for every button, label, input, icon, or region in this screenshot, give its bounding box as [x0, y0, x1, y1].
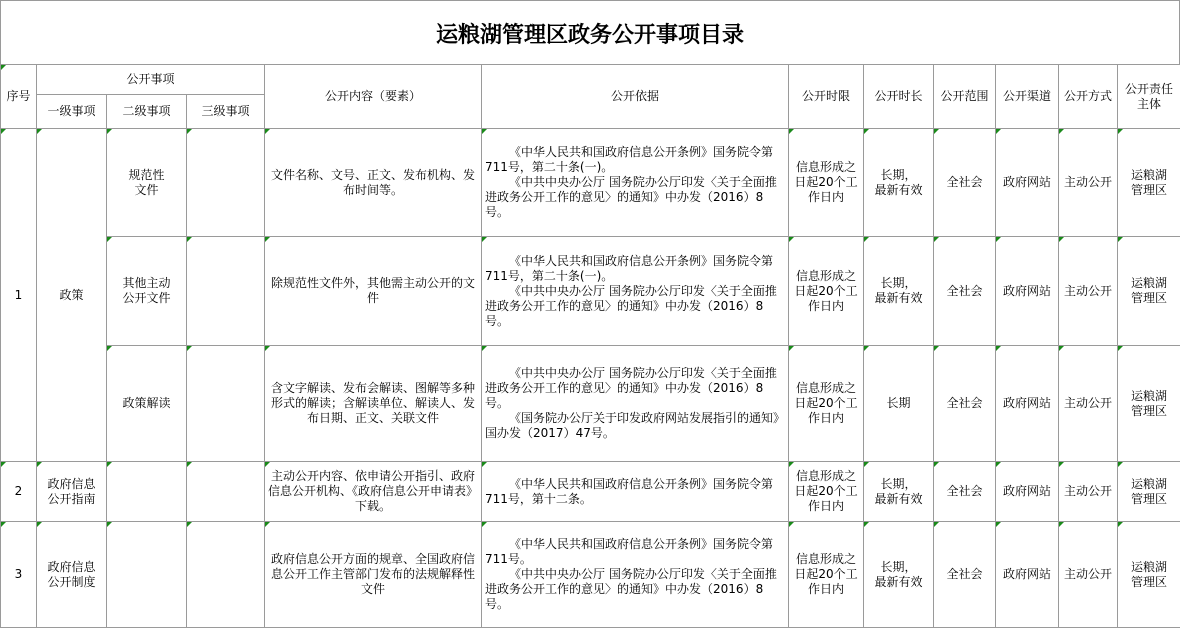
cell-subject: 运粮湖 管理区 — [1118, 462, 1180, 522]
cell-level1: 政府信息 公开制度 — [37, 522, 107, 628]
cell-deadline: 信息形成之日起20个工作日内 — [789, 237, 864, 346]
cell-level3 — [187, 346, 265, 462]
basis-paragraph: 《中华人民共和国政府信息公开条例》国务院令第711号，第二十条(一)。 — [485, 253, 774, 283]
cell-duration: 长期， 最新有效 — [864, 129, 934, 237]
header-method: 公开方式 — [1059, 65, 1118, 129]
cell-level2: 规范性 文件 — [107, 129, 187, 237]
cell-deadline: 信息形成之日起20个工作日内 — [789, 346, 864, 462]
header-content: 公开内容（要素） — [265, 65, 482, 129]
header-seq: 序号 — [1, 65, 37, 129]
table-row — [1, 129, 1180, 237]
cell-duration: 长期， 最新有效 — [864, 237, 934, 346]
cell-level2 — [107, 522, 187, 628]
cell-scope: 全社会 — [934, 346, 996, 462]
cell-channel: 政府网站 — [996, 462, 1059, 522]
cell-method: 主动公开 — [1059, 462, 1118, 522]
cell-content: 含文字解读、发布会解读、图解等多种形式的解读；含解读单位、解读人、发布日期、正文、关联文件 — [265, 346, 482, 462]
table-row — [1, 237, 1180, 346]
cell-basis — [482, 346, 789, 462]
cell-level2 — [107, 462, 187, 522]
cell-content: 政府信息公开方面的规章、全国政府信息公开工作主管部门发布的法规解释性文件 — [265, 522, 482, 628]
basis-paragraph: 《中共中央办公厅 国务院办公厅印发〈关于全面推进政务公开工作的意见〉的通知》中办发（2016）8号。 — [485, 175, 777, 219]
cell-basis — [482, 522, 789, 628]
cell-channel: 政府网站 — [996, 522, 1059, 628]
header-subject: 公开责任主体 — [1118, 65, 1180, 129]
cell-basis — [482, 237, 789, 346]
basis-paragraph: 《中华人民共和国政府信息公开条例》国务院令第711号。 — [485, 537, 774, 566]
cell-content: 除规范性文件外，其他需主动公开的文件 — [265, 237, 482, 346]
cell-level3 — [187, 237, 265, 346]
header-deadline: 公开时限 — [789, 65, 864, 129]
cell-method: 主动公开 — [1059, 237, 1118, 346]
cell-deadline: 信息形成之日起20个工作日内 — [789, 522, 864, 628]
cell-basis — [482, 129, 789, 237]
header-channel: 公开渠道 — [996, 65, 1059, 129]
cell-seq: 3 — [1, 522, 37, 628]
cell-channel: 政府网站 — [996, 237, 1059, 346]
basis-paragraph: 《中共中央办公厅 国务院办公厅印发〈关于全面推进政务公开工作的意见〉的通知》中办发（2016）8号。 — [485, 366, 777, 410]
cell-duration: 长期 — [864, 346, 934, 462]
basis-paragraph: 《中华人民共和国政府信息公开条例》国务院令第711号，第二十条(一)。 — [485, 145, 774, 174]
disclosure-table — [0, 64, 1180, 628]
cell-scope: 全社会 — [934, 462, 996, 522]
table-body — [1, 129, 1180, 628]
cell-duration: 长期， 最新有效 — [864, 522, 934, 628]
cell-level2: 其他主动 公开文件 — [107, 237, 187, 346]
header-item-group: 公开事项 — [37, 65, 265, 95]
cell-deadline: 信息形成之日起20个工作日内 — [789, 129, 864, 237]
cell-subject: 运粮湖 管理区 — [1118, 129, 1180, 237]
cell-method: 主动公开 — [1059, 522, 1118, 628]
cell-seq: 2 — [1, 462, 37, 522]
table-row — [1, 346, 1180, 462]
cell-content: 主动公开内容、依申请公开指引、政府信息公开机构、《政府信息公开申请表》下载。 — [265, 462, 482, 522]
cell-level1: 政府信息 公开指南 — [37, 462, 107, 522]
cell-level2: 政策解读 — [107, 346, 187, 462]
cell-scope: 全社会 — [934, 129, 996, 237]
page-title: 运粮湖管理区政务公开事项目录 — [0, 0, 1180, 65]
basis-paragraph: 《中共中央办公厅 国务院办公厅印发〈关于全面推进政务公开工作的意见〉的通知》中办发（2016）8号。 — [485, 283, 777, 328]
cell-subject: 运粮湖 管理区 — [1118, 522, 1180, 628]
cell-level3 — [187, 522, 265, 628]
basis-paragraph: 《中华人民共和国政府信息公开条例》国务院令第711号，第十二条。 — [485, 476, 774, 506]
cell-duration: 长期， 最新有效 — [864, 462, 934, 522]
table-row — [1, 522, 1180, 628]
cell-scope: 全社会 — [934, 237, 996, 346]
cell-seq: 1 — [1, 129, 37, 462]
table-row — [1, 462, 1180, 522]
cell-subject: 运粮湖 管理区 — [1118, 237, 1180, 346]
header-duration: 公开时长 — [864, 65, 934, 129]
cell-level1: 政策 — [37, 129, 107, 462]
cell-basis — [482, 462, 789, 522]
cell-channel: 政府网站 — [996, 129, 1059, 237]
header-level3: 三级事项 — [187, 95, 265, 129]
basis-paragraph: 《中共中央办公厅 国务院办公厅印发〈关于全面推进政务公开工作的意见〉的通知》中办发（2016）8号。 — [485, 567, 777, 611]
cell-level3 — [187, 129, 265, 237]
cell-method: 主动公开 — [1059, 129, 1118, 237]
cell-scope: 全社会 — [934, 522, 996, 628]
cell-method: 主动公开 — [1059, 346, 1118, 462]
header-level1: 一级事项 — [37, 95, 107, 129]
header-level2: 二级事项 — [107, 95, 187, 129]
basis-paragraph: 《国务院办公厅关于印发政府网站发展指引的通知》国办发（2017）47号。 — [485, 411, 786, 440]
cell-content: 文件名称、文号、正文、发布机构、发布时间等。 — [265, 129, 482, 237]
cell-level3 — [187, 462, 265, 522]
cell-deadline: 信息形成之日起20个工作日内 — [789, 462, 864, 522]
cell-channel: 政府网站 — [996, 346, 1059, 462]
header-scope: 公开范围 — [934, 65, 996, 129]
cell-subject: 运粮湖 管理区 — [1118, 346, 1180, 462]
header-basis: 公开依据 — [482, 65, 789, 129]
